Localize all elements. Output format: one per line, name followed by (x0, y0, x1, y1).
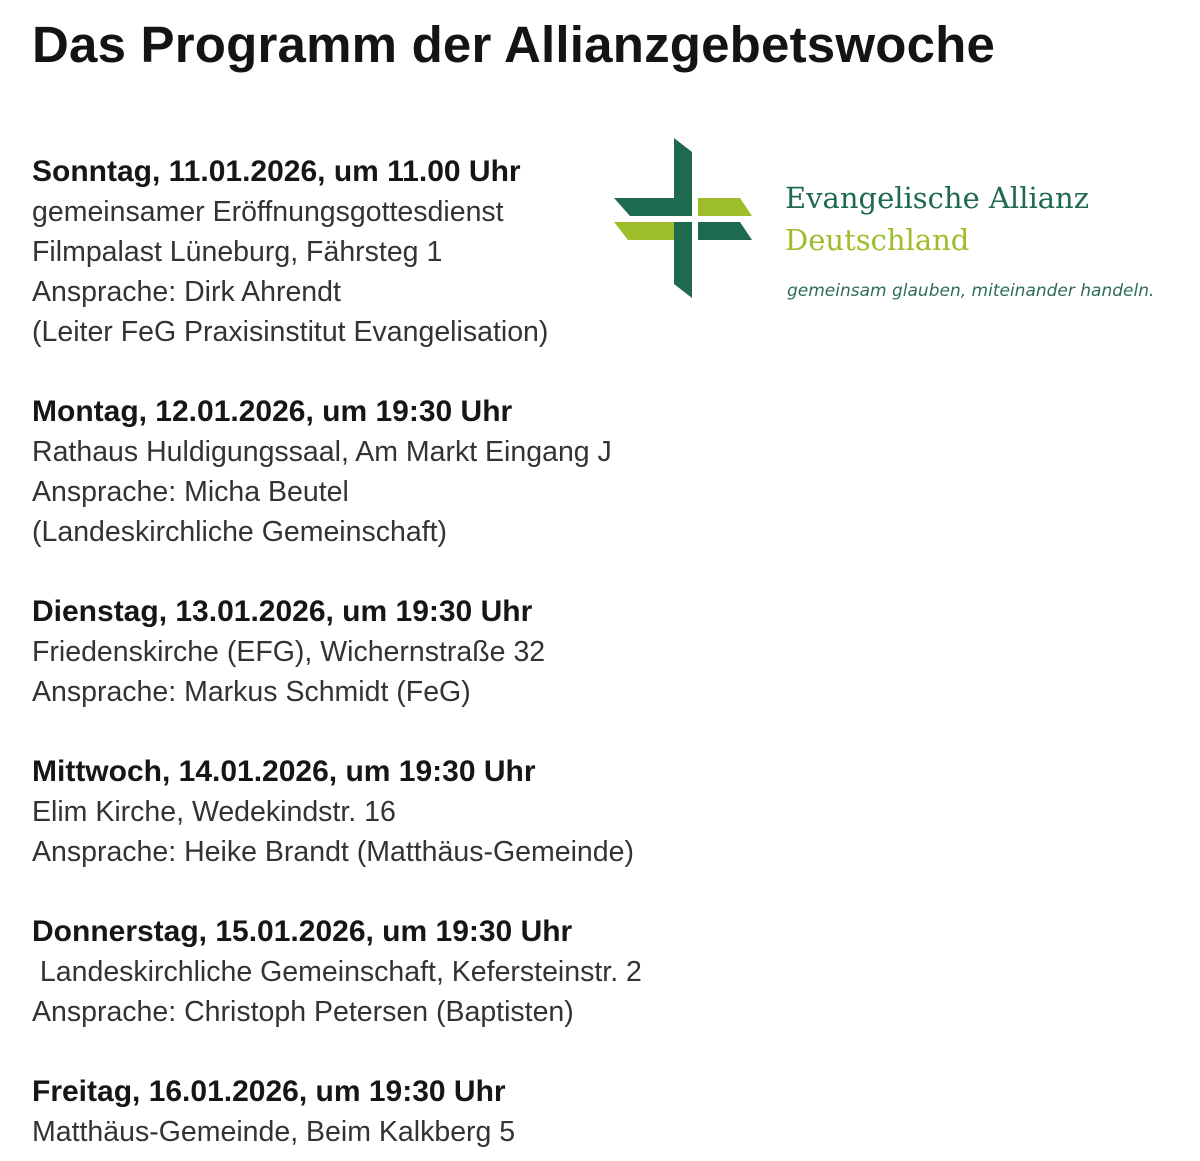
event-speaker: Ansprache: Christoph Petersen (Baptisten) (32, 996, 574, 1028)
event-heading: Mittwoch, 14.01.2026, um 19:30 Uhr (32, 755, 536, 788)
logo-tagline: gemeinsam glauben, miteinander handeln. (787, 281, 1155, 301)
event-location: Friedenskirche (EFG), Wichernstraße 32 (32, 636, 546, 668)
event-tuesday (32, 592, 545, 712)
event-speaker: Ansprache: Heike Brandt (Matthäus-Gemeinde) (32, 836, 634, 868)
logo-name-line-1: Evangelische Allianz (785, 181, 1089, 215)
event-description: gemeinsamer Eröffnungsgottesdienst (32, 196, 504, 228)
event-heading: Donnerstag, 15.01.2026, um 19:30 Uhr (32, 915, 573, 948)
cross-logo-icon (612, 136, 754, 300)
event-sunday (32, 152, 548, 352)
event-location: Landeskirchliche Gemeinschaft, Kefersteinstr. 2 (32, 956, 642, 988)
event-monday (32, 392, 612, 552)
page-title: Das Programm der Allianzgebetswoche (32, 16, 996, 73)
event-location: Matthäus-Gemeinde, Beim Kalkberg 5 (32, 1116, 516, 1148)
event-speaker: Ansprache: Markus Schmidt (FeG) (32, 676, 471, 708)
event-location: Rathaus Huldigungssaal, Am Markt Eingang J (32, 436, 612, 468)
event-speaker: Ansprache: Dirk Ahrendt (32, 276, 341, 308)
event-speaker: Ansprache: Micha Beutel (32, 476, 349, 508)
event-location: Filmpalast Lüneburg, Fährsteg 1 (32, 236, 443, 268)
event-speaker-role: (Leiter FeG Praxisinstitut Evangelisation) (32, 316, 549, 348)
event-thursday (32, 912, 642, 1032)
evangelische-allianz-logo (612, 136, 1182, 306)
event-speaker-role: (Landeskirchliche Gemeinschaft) (32, 516, 448, 548)
logo-name-line-2: Deutschland (785, 223, 970, 257)
event-heading: Montag, 12.01.2026, um 19:30 Uhr (32, 395, 513, 428)
event-heading: Freitag, 16.01.2026, um 19:30 Uhr (32, 1075, 506, 1108)
event-wednesday (32, 752, 634, 872)
event-friday (32, 1072, 515, 1152)
event-heading: Sonntag, 11.01.2026, um 11.00 Uhr (32, 155, 521, 188)
event-heading: Dienstag, 13.01.2026, um 19:30 Uhr (32, 595, 533, 628)
event-location: Elim Kirche, Wedekindstr. 16 (32, 796, 396, 828)
